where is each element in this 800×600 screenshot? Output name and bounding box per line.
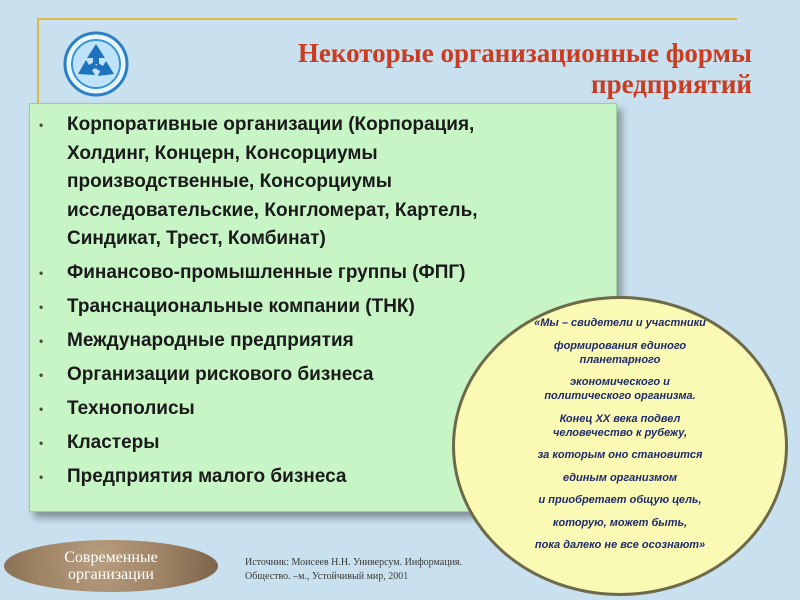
bullet-icon: • — [39, 118, 44, 132]
bullet-icon: • — [39, 402, 44, 416]
list-item-line: исследовательские, Конгломерат, Картель, — [67, 199, 478, 221]
list-item — [30, 111, 616, 254]
quote-line: которую, может быть, — [552, 516, 688, 529]
list-item-line: Организации рискового бизнеса — [67, 364, 374, 385]
source-line: Общество. –м., Устойчивый мир, 2001 — [245, 571, 409, 582]
quote-text — [470, 316, 770, 561]
decorative-horizontal-line — [37, 18, 737, 20]
quote-line: единым организмом — [562, 471, 678, 484]
quote-line: за которым оно становится — [537, 449, 703, 461]
quote-line: пока далеко не все осознают» — [534, 539, 706, 551]
title-line: Некоторые организационные формы — [297, 38, 752, 68]
quote-line: формирования единого — [553, 339, 687, 352]
badge-line: организации — [68, 566, 154, 583]
bullet-icon: • — [39, 470, 44, 484]
list-item-line: производственные, Консорциумы — [67, 171, 392, 192]
list-item-line: Синдикат, Трест, Комбинат) — [67, 228, 326, 249]
list-item-line: Предприятия малого бизнеса — [67, 466, 347, 487]
quote-line: «Мы – свидетели и участники — [534, 317, 706, 329]
page-title — [112, 38, 752, 100]
quote-line: человечество к рубежу, — [552, 426, 688, 439]
bullet-icon: • — [39, 266, 44, 280]
badge-line: Современные — [64, 549, 158, 566]
quote-line: политического организма. — [544, 390, 696, 402]
bullet-icon: • — [39, 368, 44, 382]
quote-line: планетарного — [579, 353, 661, 366]
bullet-icon: • — [39, 300, 44, 314]
source-citation — [245, 556, 545, 584]
list-item-line: Кластеры — [67, 432, 160, 453]
list-item — [30, 259, 616, 288]
source-line: Источник: Моисеев Н.Н. Универсум. Информация. — [245, 557, 463, 568]
list-item-line: Технополисы — [67, 398, 195, 419]
bullet-icon: • — [39, 334, 44, 348]
section-badge — [4, 540, 218, 592]
list-item-line: Корпоративные организации (Корпорация, — [67, 114, 475, 135]
list-item-line: Транснациональные компании (ТНК) — [67, 296, 415, 317]
list-item-line: Международные предприятия — [67, 330, 354, 351]
list-item-line: Холдинг, Концерн, Консорциумы — [67, 142, 378, 164]
quote-line: Конец XX века подвел — [559, 412, 681, 425]
quote-line: и приобретает общую цель, — [538, 494, 702, 506]
decorative-vertical-line — [37, 18, 39, 110]
list-item-line: Финансово-промышленные группы (ФПГ) — [67, 262, 466, 283]
bullet-icon: • — [39, 436, 44, 450]
quote-line: экономического и — [570, 376, 670, 388]
title-line: предприятий — [591, 69, 752, 99]
